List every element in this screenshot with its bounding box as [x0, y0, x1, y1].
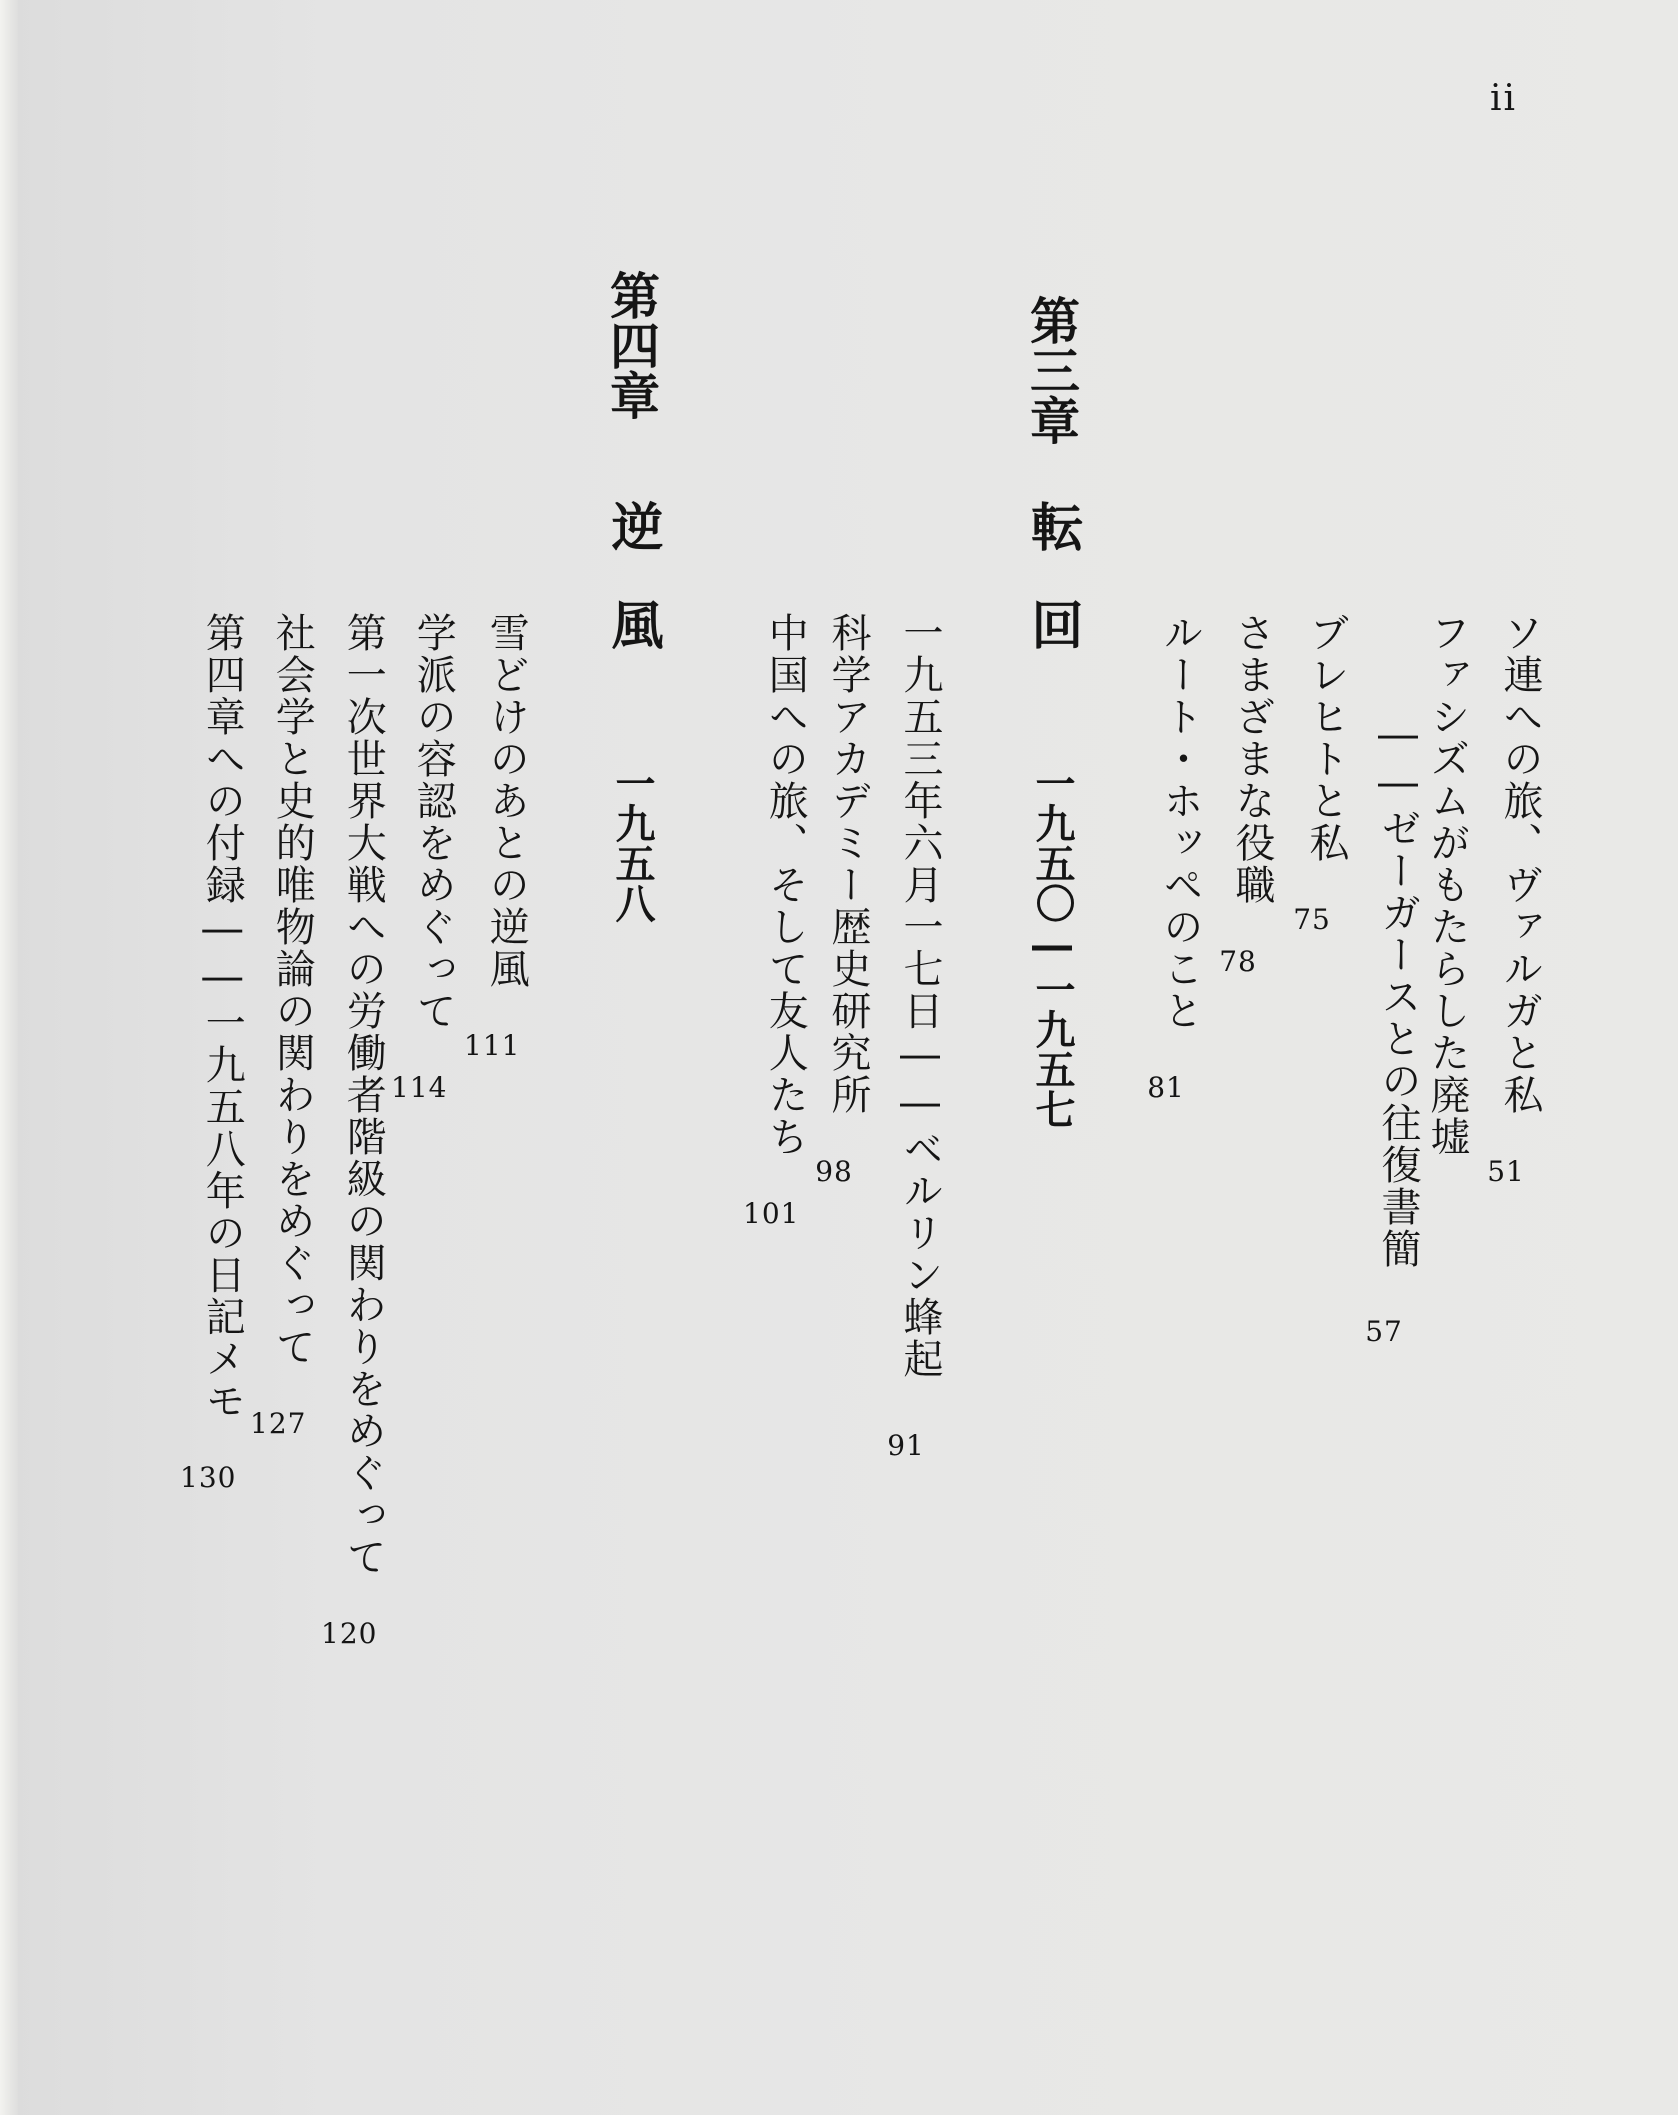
- toc-entry: [887, 612, 943, 1462]
- toc-entry: [1487, 612, 1543, 1188]
- toc-entry: [180, 612, 250, 1494]
- toc-entry-page: 130: [180, 1461, 237, 1494]
- chapter-years: 一九五〇―一九五七: [1029, 763, 1075, 1129]
- toc-entry: [391, 612, 461, 1104]
- toc-entry: [321, 612, 391, 1650]
- toc-entry-title: 一九五三年六月一七日――ベルリン蜂起: [897, 612, 943, 1380]
- chapter-years: 一九五八: [609, 763, 655, 923]
- toc-entry-title: 中国への旅、そして友人たち: [762, 612, 809, 1158]
- toc-entry-subtitle-text: ――ゼーガースとの往復書簡: [1375, 712, 1421, 1270]
- toc-entry-title: 社会学と史的唯物論の関わりをめぐって: [269, 612, 316, 1368]
- toc-entry-page: 78: [1219, 945, 1257, 978]
- toc-entry: [1424, 612, 1470, 1158]
- toc-entry: [250, 612, 320, 1440]
- toc-entry-title: 雪どけのあとの逆風: [483, 612, 530, 990]
- toc-entry-page: 120: [321, 1617, 378, 1650]
- chapter-label: 第四章: [602, 270, 660, 420]
- toc-entry: [743, 612, 813, 1230]
- toc-entry-title: さまざまな役職: [1229, 612, 1275, 906]
- page-number: ii: [1490, 78, 1518, 119]
- toc-entry-title: 学派の容認をめぐって: [410, 612, 457, 1032]
- toc-entry: [1293, 612, 1349, 936]
- toc-entry-page: 101: [743, 1197, 800, 1230]
- chapter-title: 転回: [1022, 500, 1082, 696]
- toc-entry-title: ルート・ホッペのこと: [1157, 612, 1203, 1032]
- toc-entry-subtitle: [1365, 712, 1421, 1348]
- toc-entry-page: 91: [887, 1429, 925, 1462]
- toc-entry-page: 111: [464, 1029, 521, 1062]
- chapter-title: 逆風: [602, 500, 662, 696]
- toc-entry-title: 科学アカデミー歴史研究所: [825, 612, 871, 1116]
- toc-entry-page: 98: [815, 1155, 853, 1188]
- chapter-label: 第三章: [1022, 295, 1080, 445]
- toc-entry-title: ファシズムがもたらした廃墟: [1424, 612, 1470, 1158]
- toc-entry: [815, 612, 871, 1188]
- toc-entry-title: ブレヒトと私: [1303, 612, 1349, 864]
- toc-entry: [1147, 612, 1203, 1104]
- toc-entry-title: ソ連への旅、ヴァルガと私: [1497, 612, 1543, 1116]
- toc-entry-title: 第四章への付録――一九五八年の日記メモ: [199, 612, 246, 1422]
- toc-entry-page: 81: [1147, 1071, 1185, 1104]
- toc-entry-page: 127: [250, 1407, 307, 1440]
- toc-entry: [464, 612, 534, 1062]
- toc-entry: [1219, 612, 1275, 978]
- toc-entry-page: 57: [1365, 1315, 1403, 1348]
- toc-entry-page: 75: [1293, 903, 1331, 936]
- toc-entry-page: 51: [1487, 1155, 1525, 1188]
- page-gutter-shadow: [0, 0, 18, 2115]
- toc-entry-page: 114: [391, 1071, 448, 1104]
- toc-entry-title: 第一次世界大戦への労働者階級の関わりをめぐって: [340, 612, 387, 1578]
